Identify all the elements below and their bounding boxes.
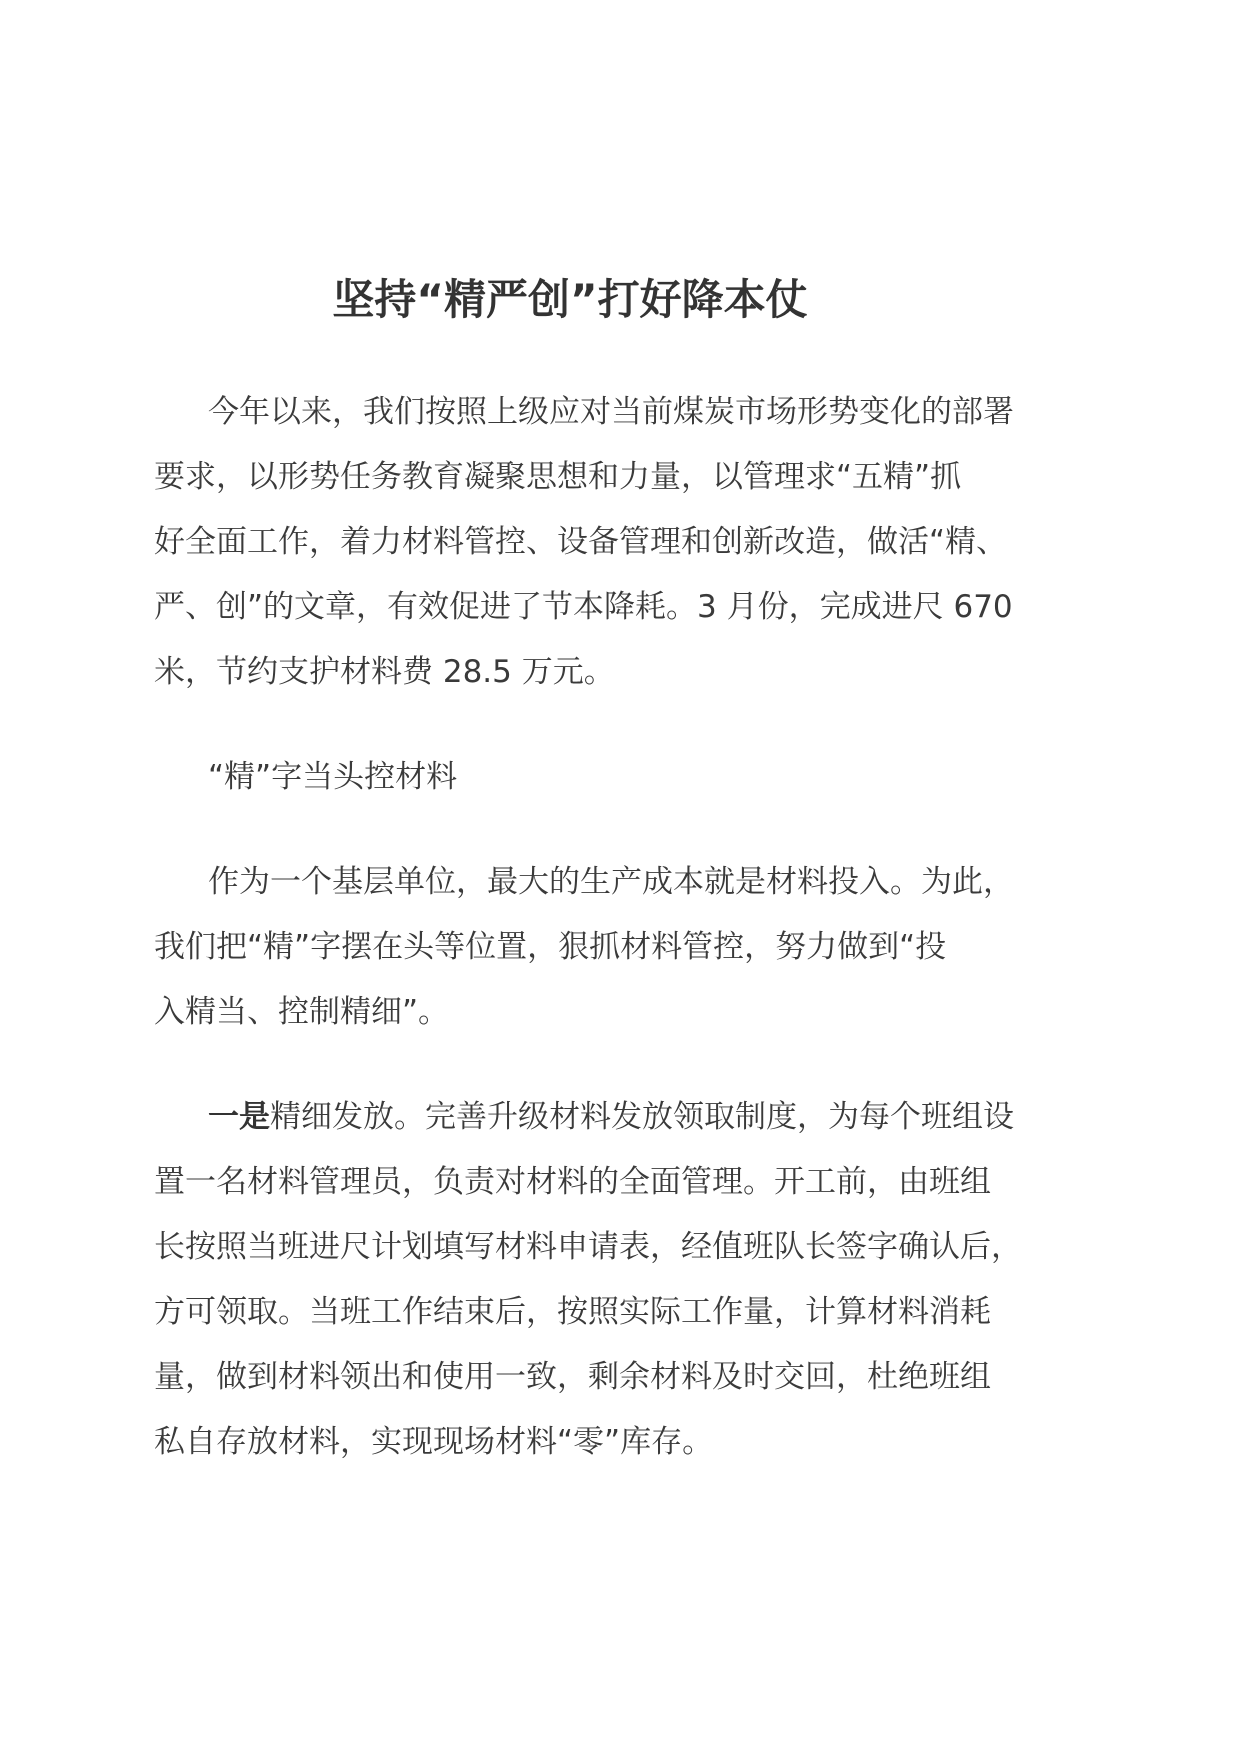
paragraph-line [208, 1097, 1014, 1137]
paragraph-line: 私自存放材料，实现现场材料“零”库存。 [154, 1424, 714, 1460]
paragraph-line: 要求，以形势任务教育凝聚思想和力量，以管理求“五精”抓 [154, 459, 962, 495]
paragraph-line: 作为一个基层单位，最大的生产成本就是材料投入。为此， [208, 864, 1014, 900]
paragraph-line: 入精当、控制精细”。 [154, 994, 450, 1030]
paragraph-line: 置一名材料管理员，负责对材料的全面管理。开工前，由班组 [154, 1164, 991, 1200]
paragraph-line: 我们把“精”字摆在头等位置，狠抓材料管控，努力做到“投 [154, 929, 947, 965]
paragraph-line: 方可领取。当班工作结束后，按照实际工作量，计算材料消耗 [154, 1294, 991, 1330]
paragraph-line: 量，做到材料领出和使用一致，剩余材料及时交回，杜绝班组 [154, 1359, 991, 1395]
paragraph-line: 严、创”的文章，有效促进了节本降耗。3 月份，完成进尺 670 [154, 589, 1013, 625]
paragraph-line: 长按照当班进尺计划填写材料申请表，经值班队长签字确认后， [154, 1229, 1022, 1265]
paragraph-line: 好全面工作，着力材料管控、设备管理和创新改造，做活“精、 [154, 524, 1008, 560]
document-title: 坚持“精严创”打好降本仗 [332, 275, 808, 324]
point-lead: 一是 [208, 1099, 270, 1135]
paragraph-line: 米，节约支护材料费 28.5 万元。 [154, 654, 615, 690]
paragraph-line: 今年以来，我们按照上级应对当前煤炭市场形势变化的部署 [208, 394, 1014, 430]
paragraph-line-text: 精细发放。完善升级材料发放领取制度，为每个班组设 [270, 1099, 1014, 1135]
section-heading: “精”字当头控材料 [208, 759, 458, 795]
